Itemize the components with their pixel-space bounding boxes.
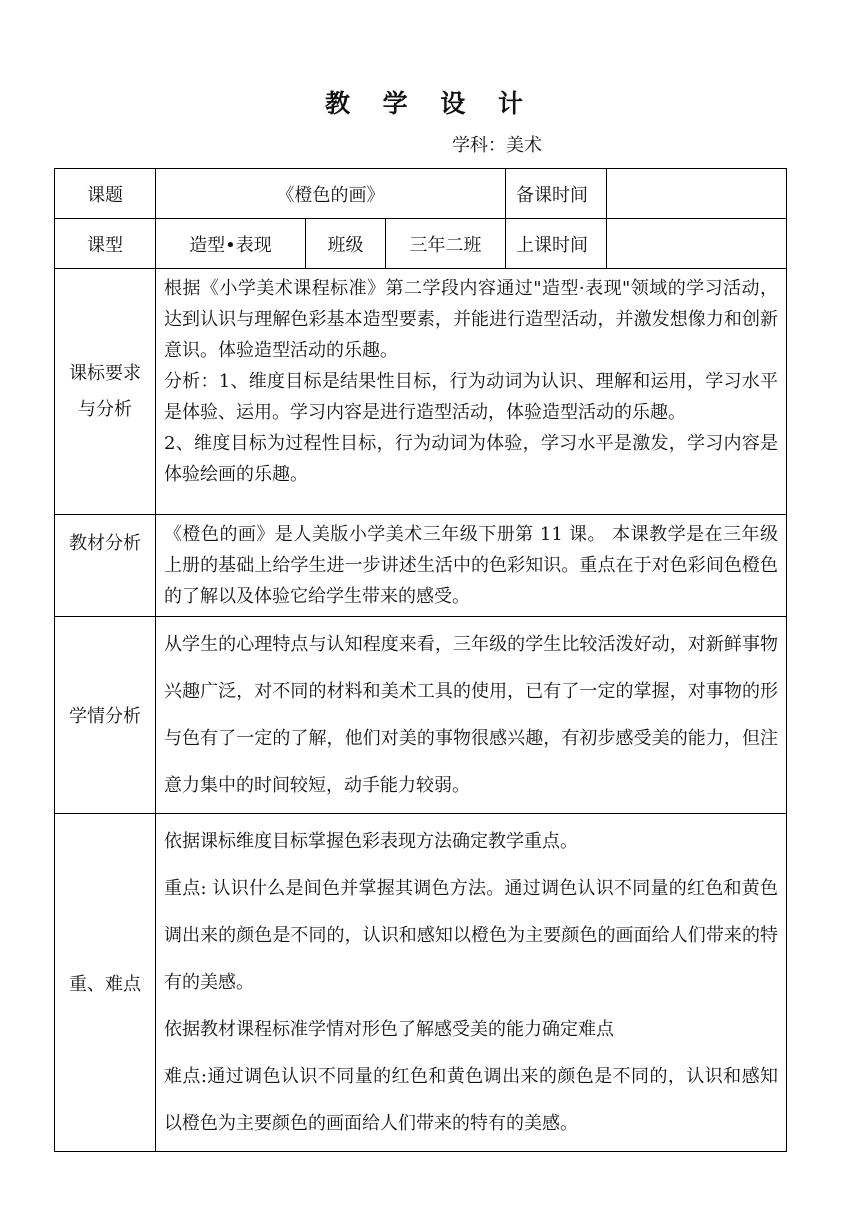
textbook-label: 教材分析	[55, 515, 156, 617]
topic-row	[55, 169, 787, 219]
standards-label	[55, 269, 156, 515]
textbook-content	[156, 515, 787, 617]
class-value: 三年二班	[386, 219, 506, 269]
prep-time-label: 备课时间	[506, 169, 607, 219]
standards-paragraph: 2、维度目标为过程性目标，行为动词为体验，学习水平是激发，学习内容是体验绘画的乐趣。	[164, 433, 779, 485]
key-points-content	[156, 814, 787, 1152]
topic-value: 《橙色的画》	[156, 169, 506, 219]
key-points-paragraph: 依据课标维度目标掌握色彩表现方法确定教学重点。	[164, 831, 578, 852]
document-title: 教 学 设 计	[324, 89, 536, 118]
type-row	[55, 219, 787, 269]
lesson-plan-table	[54, 168, 787, 1152]
learners-text: 从学生的心理特点与认知程度来看，三年级的学生比较活泼好动，对新鲜事物兴趣广泛，对不同的材料和美术工具的使用，已有了一定的掌握，对事物的形与色有了一定的了解，他们对美的事物很感兴趣，有初步感受美的能力，但注意力集中的时间较短，动手能力较弱。	[164, 634, 779, 796]
standards-paragraph: 根据《小学美术课程标准》第二学段内容通过"造型·表现"领域的学习活动，达到认识与理解色彩基本造型要素，并能进行造型活动，并激发想像力和创新意识。体验造型活动的乐趣。	[164, 278, 779, 361]
key-points-paragraph: 难点:通过调色认识不同量的红色和黄色调出来的颜色是不同的，认识和感知以橙色为主要颜色的画面给人们带来的特有的美感。	[164, 1066, 779, 1134]
textbook-row	[55, 515, 787, 617]
key-points-paragraph: 依据教材课程标准学情对形色了解感受美的能力确定难点	[164, 1019, 614, 1040]
standards-row	[55, 269, 787, 515]
class-time-value	[607, 219, 787, 269]
class-time-label: 上课时间	[506, 219, 607, 269]
prep-time-value	[607, 169, 787, 219]
subject-label: 学科：美术	[452, 135, 542, 156]
learners-row	[55, 617, 787, 814]
type-value: 造型•表现	[156, 219, 306, 269]
topic-label: 课题	[55, 169, 156, 219]
type-label: 课型	[55, 219, 156, 269]
standards-paragraph: 分析：1、维度目标是结果性目标，行为动词为认识、理解和运用，学习水平是体验、运用。学习内容是进行造型活动，体验造型活动的乐趣。	[164, 371, 779, 423]
standards-label-line2: 与分析	[78, 398, 132, 420]
key-points-label: 重、难点	[55, 814, 156, 1152]
key-points-row	[55, 814, 787, 1152]
learners-label: 学情分析	[55, 617, 156, 814]
class-label: 班级	[306, 219, 386, 269]
learners-content	[156, 617, 787, 814]
standards-label-line1: 课标要求	[69, 362, 141, 384]
key-points-paragraph: 重点: 认识什么是间色并掌握其调色方法。通过调色认识不同量的红色和黄色调出来的颜色是不同的，认识和感知以橙色为主要颜色的画面给人们带来的特有的美感。	[164, 878, 779, 993]
textbook-text: 《橙色的画》是人美版小学美术三年级下册第 11 课。 本课教学是在三年级上册的基础上给学生进一步讲述生活中的色彩知识。重点在于对色彩间色橙色的了解以及体验它给学生带来的感受。	[164, 524, 779, 607]
standards-content	[156, 269, 787, 515]
